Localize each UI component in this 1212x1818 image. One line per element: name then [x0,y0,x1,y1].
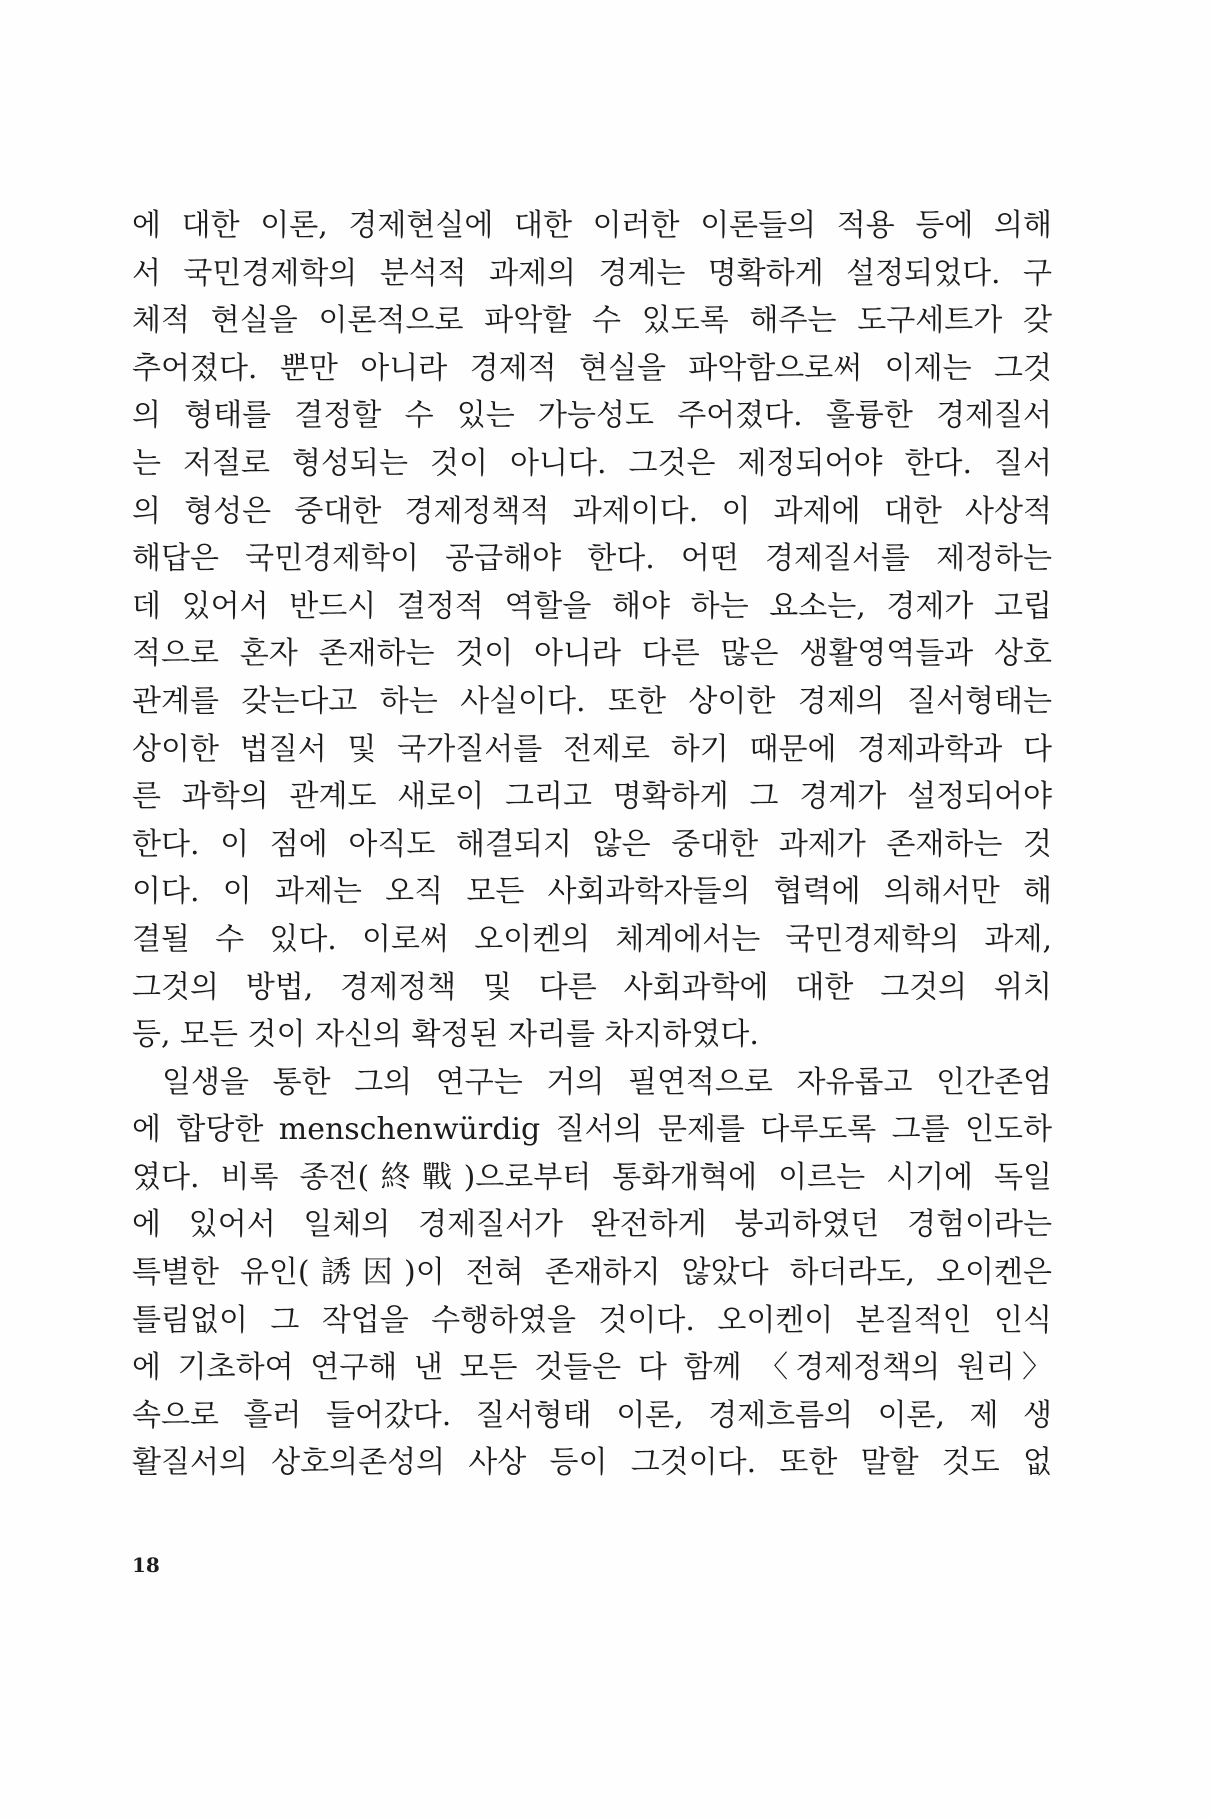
text-line: 특별한 유인(誘因)이 전혀 존재하지 않았다 하더라도, 오이켄은 [132,1255,1052,1291]
text-line: 속으로 흘러 들어갔다. 질서형태 이론, 경제흐름의 이론, 제 생 [132,1397,1052,1433]
text-line: 추어졌다. 뿐만 아니라 경제적 현실을 파악함으로써 이제는 그것 [132,350,1052,386]
body-text [132,202,1052,1487]
text-line: 의 형태를 결정할 수 있는 가능성도 주어졌다. 훌륭한 경제질서 [132,398,1052,434]
text-line: 틀림없이 그 작업을 수행하였을 것이다. 오이켄이 본질적인 인식 [132,1302,1052,1338]
text-line: 의 형성은 중대한 경제정책적 과제이다. 이 과제에 대한 사상적 [132,493,1052,529]
text-line: 에 대한 이론, 경제현실에 대한 이러한 이론들의 적용 등에 의해 [132,208,1052,243]
text-line: 에 있어서 일체의 경제질서가 완전하게 붕괴하였던 경험이라는 [132,1207,1052,1243]
text-line: 활질서의 상호의존성의 사상 등이 그것이다. 또한 말할 것도 없 [132,1445,1052,1481]
text-line: 였다. 비록 종전(終戰)으로부터 통화개혁에 이르는 시기에 독일 [132,1159,1052,1195]
text-line: 는 저절로 형성되는 것이 아니다. 그것은 제정되어야 한다. 질서 [132,445,1052,481]
page-number: 18 [132,1553,160,1577]
text-line: 체적 현실을 이론적으로 파악할 수 있도록 해주는 도구세트가 갖 [132,303,1052,339]
text-line: 상이한 법질서 및 국가질서를 전제로 하기 때문에 경제과학과 다 [132,731,1052,767]
text-line: 서 국민경제학의 분석적 과제의 경계는 명확하게 설정되었다. 구 [132,255,1052,291]
text-line: 한다. 이 점에 아직도 해결되지 않은 중대한 과제가 존재하는 것 [132,826,1052,862]
text-line: 에 합당한 menschenwürdig 질서의 문제를 다루도록 그를 인도하 [132,1112,1052,1148]
text-line: 른 과학의 관계도 새로이 그리고 명확하게 그 경계가 설정되어야 [132,779,1052,815]
text-line: 이다. 이 과제는 오직 모든 사회과학자들의 협력에 의해서만 해 [132,874,1052,910]
text-line: 관계를 갖는다고 하는 사실이다. 또한 상이한 경제의 질서형태는 [132,683,1052,719]
paragraph-start-line: 일생을 통한 그의 연구는 거의 필연적으로 자유롭고 인간존엄 [162,1064,1052,1100]
paragraph-end-line: 등, 모든 것이 자신의 확정된 자리를 차지하였다. [132,1017,759,1053]
text-line: 데 있어서 반드시 결정적 역할을 해야 하는 요소는, 경제가 고립 [132,588,1052,624]
text-line: 결될 수 있다. 이로써 오이켄의 체계에서는 국민경제학의 과제, [132,921,1052,957]
text-line: 적으로 혼자 존재하는 것이 아니라 다른 많은 생활영역들과 상호 [132,636,1052,672]
text-line: 그것의 방법, 경제정책 및 다른 사회과학에 대한 그것의 위치 [132,969,1052,1005]
text-line: 해답은 국민경제학이 공급해야 한다. 어떤 경제질서를 제정하는 [132,541,1052,577]
text-line: 에 기초하여 연구해 낸 모든 것들은 다 함께 〈경제정책의 원리〉 [132,1350,1052,1386]
